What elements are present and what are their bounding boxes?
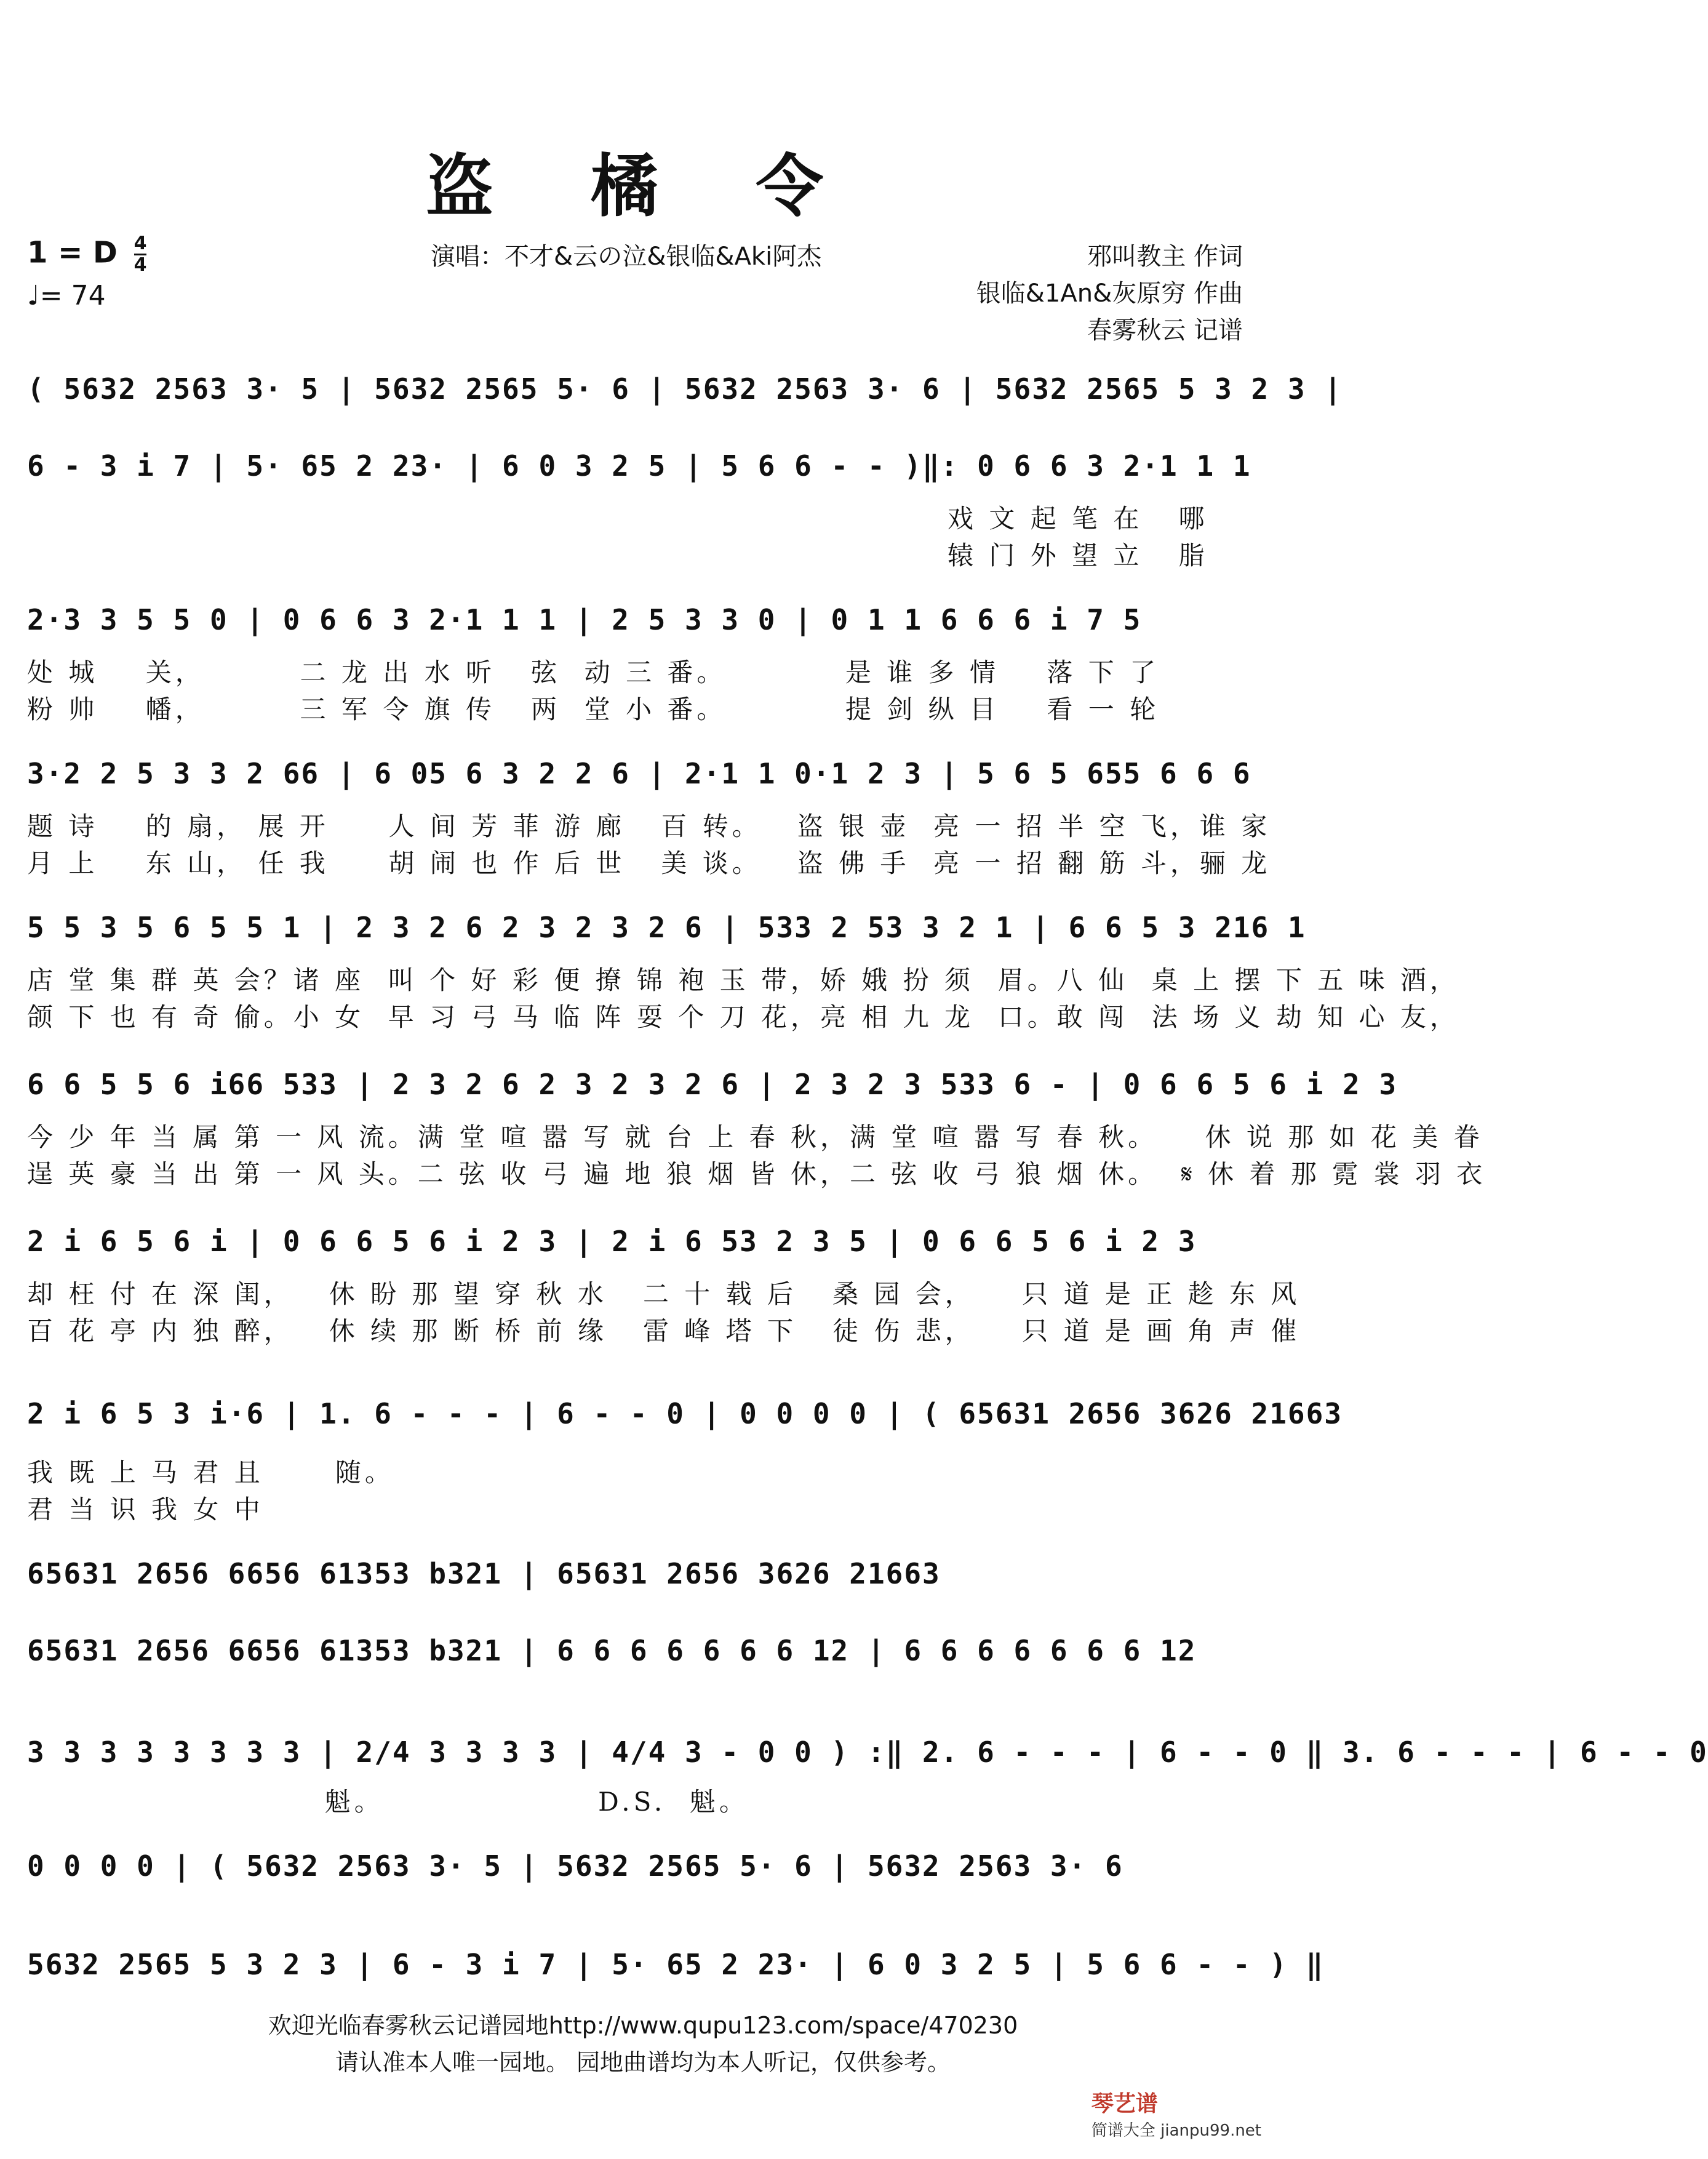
lyric-line-7b: 君 当 识 我 女 中 [27, 1494, 264, 1524]
notation-row-9: 65631 2656 6656 61353 b321 | 65631 2656 3626 21663 [27, 1557, 941, 1590]
notation-row-10: 65631 2656 6656 61353 b321 | 6 6 6 6 6 6 6 12 | 6 6 6 6 6 6 6 12 [27, 1634, 1197, 1667]
page-title: 盗 橘 令 [425, 146, 861, 226]
lyric-line-4b: 颌 下 也 有 奇 偷。小 女 早 习 弓 马 临 阵 耍 个 刀 花，亮 相 九 龙 口。敢 闯 法 场 义 劫 知 心 友， [27, 1002, 1459, 1032]
lyric-line-6b: 百 花 亭 内 独 醉， 休 续 那 断 桥 前 缘 雷 峰 塔 下 徒 伤 悲， 只 道 是 画 角 声 催 [27, 1316, 1301, 1346]
key-signature [27, 234, 146, 275]
logo-sub: 简谱大全 jianpu99.net [1091, 2121, 1261, 2140]
time-top: 4 [134, 233, 147, 254]
lyricist-credit: 邪叫教主 作词 [1087, 242, 1243, 271]
lyric-line-3a: 题 诗 的 扇， 展 开 人 间 芳 菲 游 廊 百 转。 盗 银 壶 亮 一 招 半 空 飞，谁 家 [27, 811, 1271, 841]
footer-line-2: 请认准本人唯一园地。 园地曲谱均为本人听记，仅供参考。 [335, 2049, 951, 2076]
lyric-line-6a: 却 枉 付 在 深 闺， 休 盼 那 望 穿 秋 水 二 十 载 后 桑 园 会， 只 道 是 正 趁 东 风 [27, 1279, 1301, 1309]
lyric-line-7a: 我 既 上 马 君 且 随。 [27, 1457, 394, 1488]
lyric-line-4a: 店 堂 集 群 英 会？诸 座 叫 个 好 彩 便 撩 锦 袍 玉 带，娇 娥 扮 须 眉。八 仙 桌 上 摆 下 五 味 酒， [27, 965, 1459, 995]
lyric-line-5a: 今 少 年 当 属 第 一 风 流。满 堂 喧 嚣 写 就 台 上 春 秋，满 堂 喧 嚣 写 春 秋。 休 说 那 如 花 美 眷 [27, 1122, 1483, 1152]
singer-credit: 演唱：不才&云の泣&银临&Aki阿杰 [431, 242, 822, 271]
logo-main: 琴艺谱 [1091, 2091, 1158, 2117]
notation-row-5: 5 5 3 5 6 5 5 1 | 2 3 2 6 2 3 2 3 2 6 | 533 2 53 3 2 1 | 6 6 5 3 216 1 [27, 911, 1306, 944]
notation-row-3: 2·3 3 5 5 0 | 0 6 6 3 2·1 1 1 | 2 5 3 3 0 | 0 1 1 6 6 6 i 7 5 [27, 603, 1142, 636]
lyric-line-2b: 粉 帅 幡， 三 军 令 旗 传 两 堂 小 番。 提 剑 纵 目 看 一 轮 [27, 694, 1160, 724]
notation-row-7: 2 i 6 5 6 i | 0 6 6 5 6 i 2 3 | 2 i 6 53 2 3 5 | 0 6 6 5 6 i 2 3 [27, 1225, 1197, 1258]
notation-row-1: ( 5632 2563 3· 5 | 5632 2565 5· 6 | 5632 2563 3· 6 | 5632 2565 5 3 2 3 | [27, 372, 1343, 406]
tempo-marking: ♩= 74 [27, 280, 106, 311]
lyric-line-8: 魁。 D.S. 魁。 [27, 1787, 749, 1817]
notation-row-12: 0 0 0 0 | ( 5632 2563 3· 5 | 5632 2565 5· 6 | 5632 2563 3· 6 [27, 1849, 1123, 1883]
notation-row-2: 6 - 3 i 7 | 5· 65 2 23· | 6 0 3 2 5 | 5 6 6 - - )‖: 0 6 6 3 2·1 1 1 [27, 449, 1251, 483]
transcriber-credit: 春雾秋云 记谱 [1087, 316, 1243, 345]
time-signature [134, 234, 147, 275]
site-logo [1091, 2086, 1261, 2141]
lyric-line-3b: 月 上 东 山， 任 我 胡 闹 也 作 后 世 美 谈。 盗 佛 手 亮 一 招 翻 筋 斗，骊 龙 [27, 848, 1271, 878]
time-bottom: 4 [134, 254, 147, 276]
composer-credit: 银临&1An&灰原穷 作曲 [976, 279, 1243, 308]
notation-row-11: 3 3 3 3 3 3 3 3 | 2/4 3 3 3 3 | 4/4 3 - 0 0 ) :‖ 2. 6 - - - | 6 - - 0 ‖ 3. 6 - - - | 6 - - 0 [27, 1736, 1708, 1769]
notation-row-4: 3·2 2 5 3 3 2 66 | 6 05 6 3 2 2 6 | 2·1 1 0·1 2 3 | 5 6 5 655 6 6 6 [27, 757, 1251, 790]
lyric-line-2a: 处 城 关， 二 龙 出 水 听 弦 动 三 番。 是 谁 多 情 落 下 了 [27, 657, 1160, 687]
notation-row-13: 5632 2565 5 3 2 3 | 6 - 3 i 7 | 5· 65 2 23· | 6 0 3 2 5 | 5 6 6 - - ) ‖ [27, 1948, 1325, 1981]
lyric-line-5b: 逞 英 豪 当 出 第 一 风 头。二 弦 收 弓 遍 地 狼 烟 皆 休，二 弦 收 弓 狼 烟 休。 𝄋 休 着 那 霓 裳 羽 衣 [27, 1159, 1487, 1189]
key-label: 1 = D [27, 235, 118, 270]
notation-row-8: 2 i 6 5 3 i·6 | 1. 6 - - - | 6 - - 0 | 0 0 0 0 | ( 65631 2656 3626 21663 [27, 1397, 1343, 1430]
footer-line-1: 欢迎光临春雾秋云记谱园地http://www.qupu123.com/space/470230 [268, 2012, 1018, 2039]
lyric-line-1a: 戏 文 起 笔 在 哪 [948, 503, 1208, 534]
lyric-line-1b: 辕 门 外 望 立 脂 [948, 540, 1208, 571]
notation-row-6: 6 6 5 5 6 i66 533 | 2 3 2 6 2 3 2 3 2 6 | 2 3 2 3 533 6 - | 0 6 6 5 6 i 2 3 [27, 1068, 1398, 1101]
